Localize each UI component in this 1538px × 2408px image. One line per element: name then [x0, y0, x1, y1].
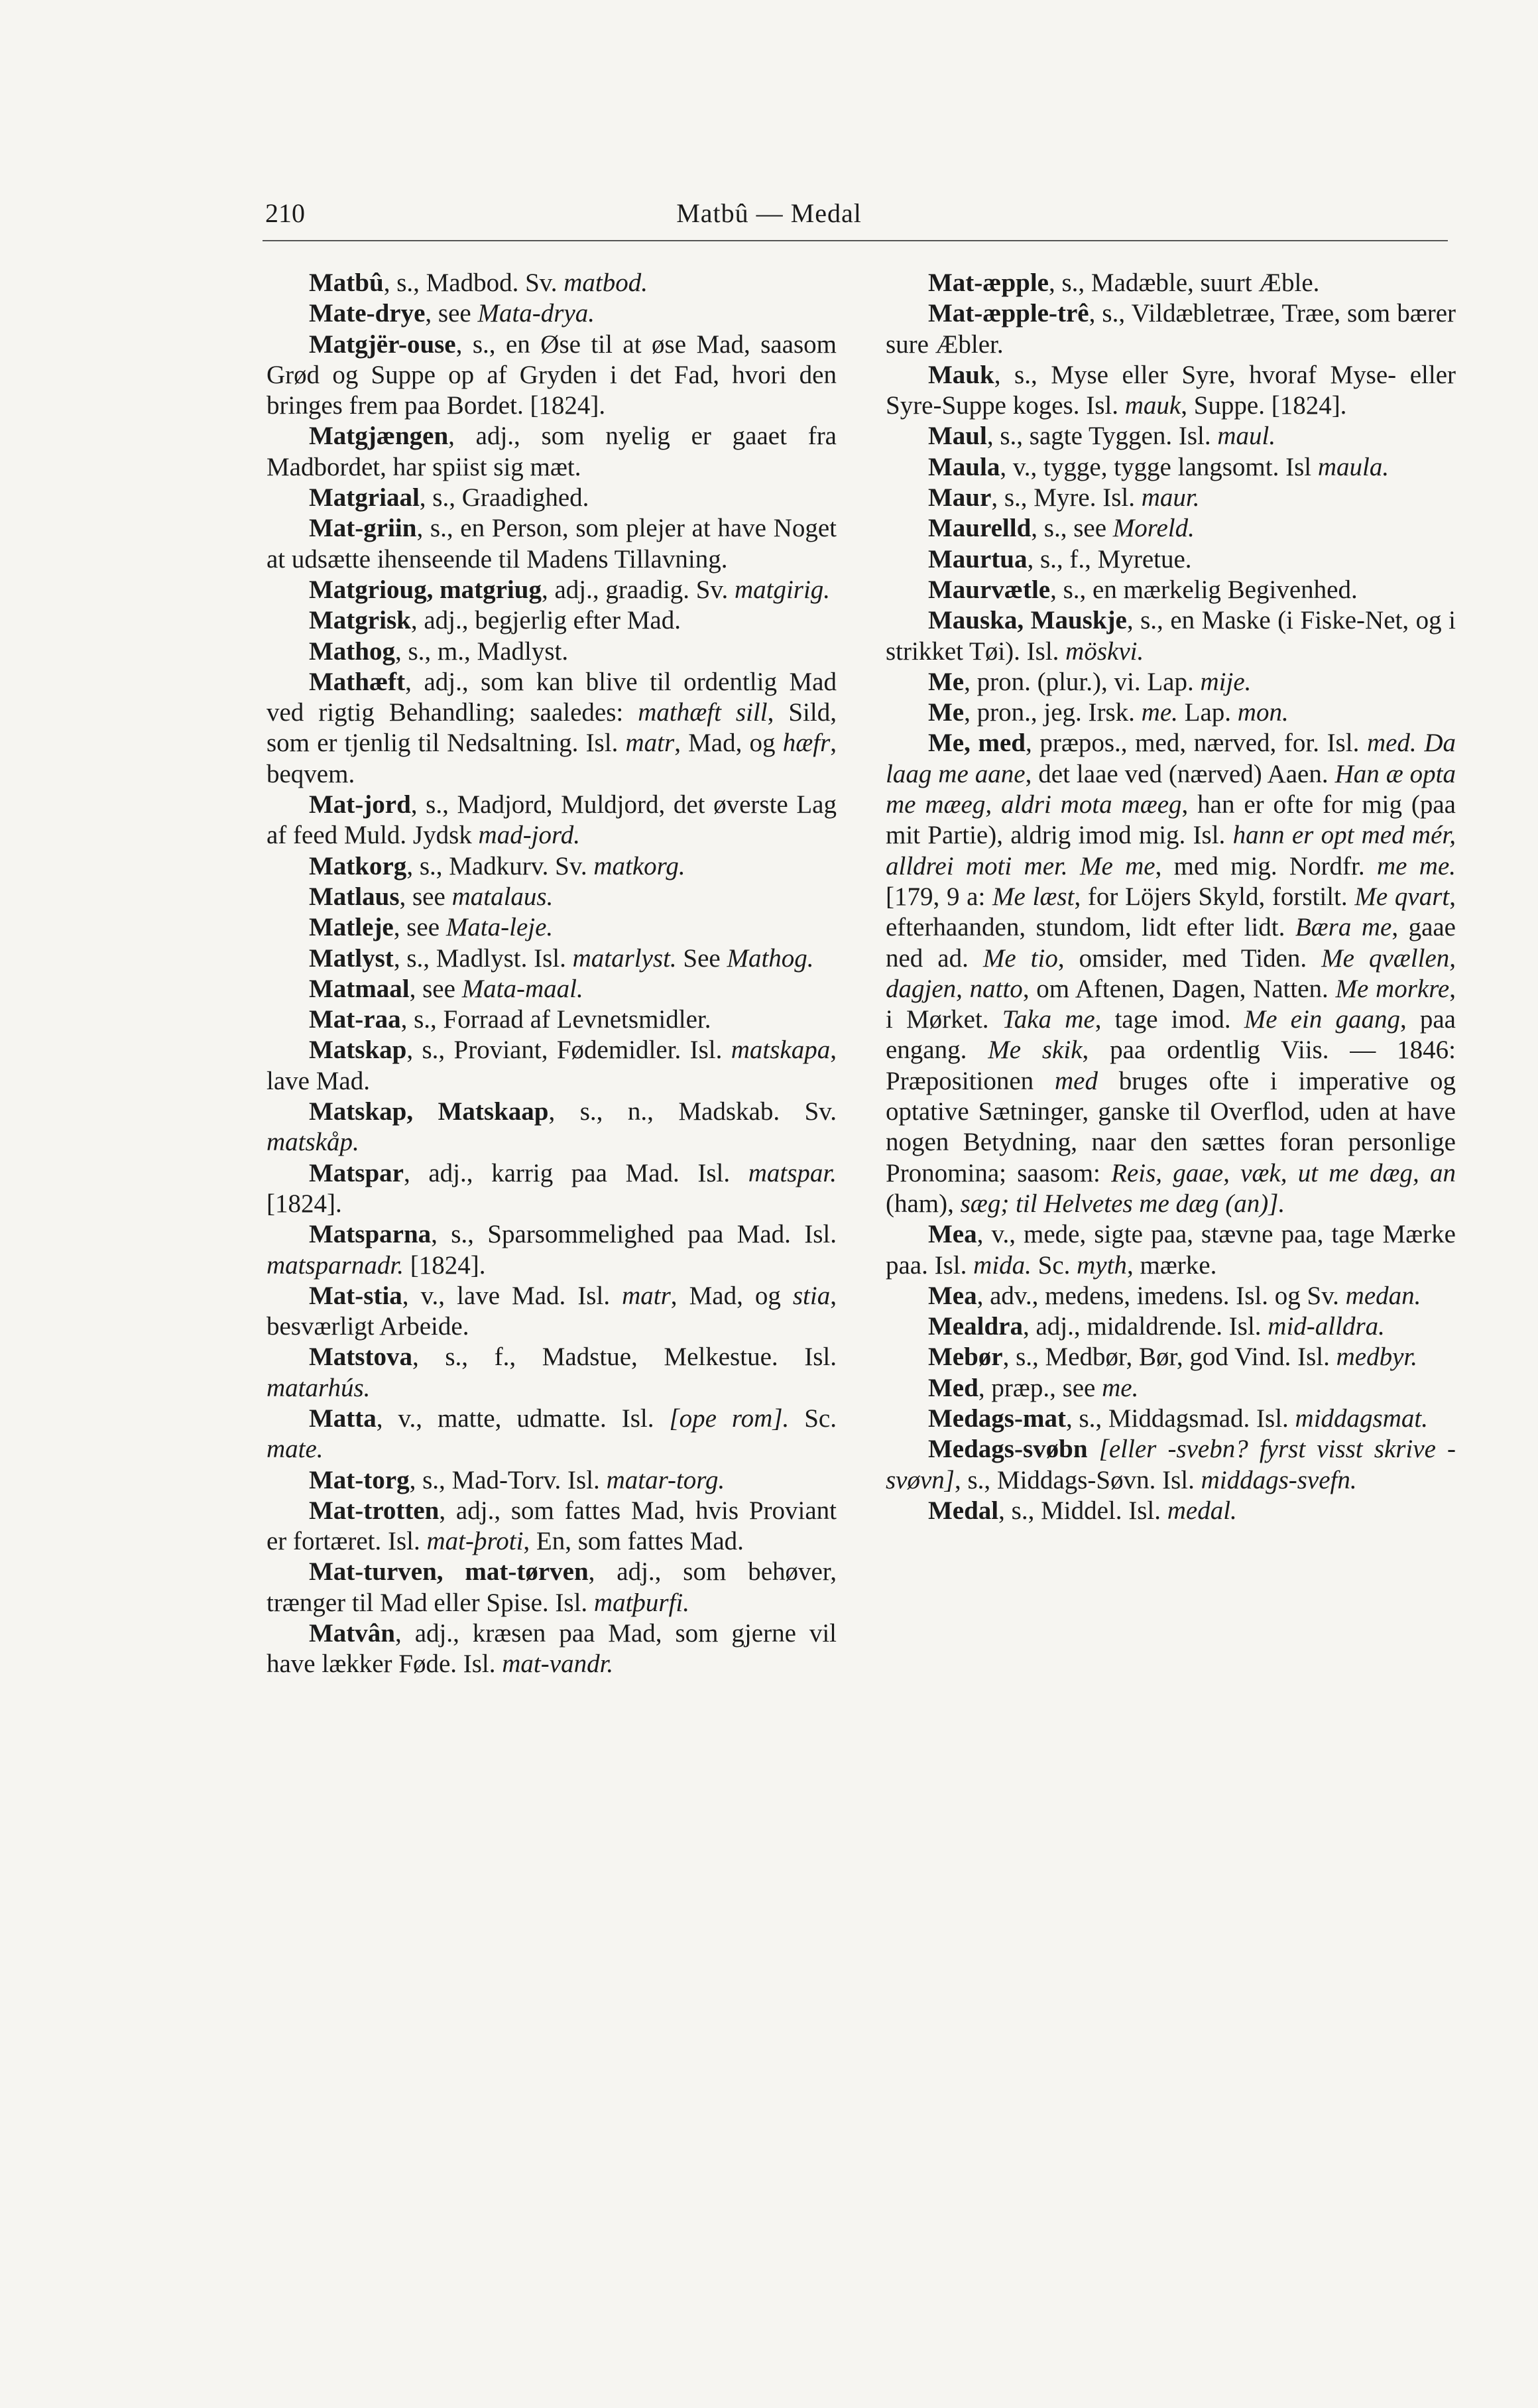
entry-text	[1068, 852, 1080, 880]
entry-italic-text: mid-alldra.	[1268, 1312, 1385, 1341]
entry-headword: Mathog	[309, 636, 395, 666]
entry-text: , s., Madjord, Muldjord, det øverste Lag af feed Muld. Jydsk	[266, 790, 837, 850]
entry-headword: Mat-jord	[309, 790, 411, 819]
entry-text: , adj., graadig. Sv.	[541, 575, 735, 604]
entry-text: , s., n., Madskab. Sv.	[548, 1097, 837, 1126]
entry-headword: Maurvætle	[928, 575, 1051, 604]
entry-headword: Mathæft	[309, 667, 406, 696]
page-number: 210	[265, 198, 305, 228]
entry-headword: Matgrioug, matgriug	[309, 575, 542, 604]
entry-text: , v., matte, udmatte. Isl.	[376, 1404, 670, 1433]
entry-text: , med mig. Nordfr.	[1155, 851, 1377, 880]
dictionary-entry	[886, 452, 1456, 483]
entry-italic-text: middagsmat.	[1295, 1404, 1428, 1433]
entry-italic-text: Me qvart	[1354, 882, 1450, 911]
entry-italic-text: Mata-maal.	[461, 974, 583, 1003]
entry-italic-text: möskvi.	[1065, 636, 1144, 666]
entry-text: , paa engang.	[886, 1005, 1456, 1065]
entry-italic-text: mauk	[1124, 391, 1181, 420]
entry-text: , s., Madbod. Sv.	[383, 269, 564, 297]
entry-text: , pron., jeg. Irsk.	[964, 698, 1142, 727]
dictionary-entry	[266, 912, 837, 943]
entry-italic-text: medal.	[1167, 1496, 1237, 1525]
entry-italic-text: Moreld.	[1112, 514, 1195, 543]
entry-text: , pron. (plur.), vi. Lap.	[964, 667, 1201, 696]
entry-headword: Matstova	[309, 1343, 412, 1372]
dictionary-entry	[266, 851, 837, 882]
dictionary-entry	[266, 1097, 837, 1158]
entry-text: , s., en Person, som plejer at have Noget at udsætte ihenseende til Madens Tillavning.	[266, 514, 837, 573]
entry-headword: Me	[928, 698, 965, 727]
entry-italic-text: mon.	[1237, 698, 1289, 727]
entry-headword: Maul	[928, 422, 987, 451]
entry-italic-text: matskapa	[731, 1036, 831, 1065]
entry-text: , adj., som behøver, trænger til Mad eller Spise. Isl.	[266, 1557, 837, 1617]
entry-text: Sc.	[789, 1404, 837, 1433]
dictionary-entry	[266, 790, 837, 851]
entry-italic-text: stia	[792, 1281, 831, 1310]
entry-headword: Medags-mat	[928, 1404, 1066, 1433]
entry-headword: Mat-æpple-trê	[928, 299, 1089, 328]
right-column	[886, 268, 1456, 1526]
entry-text: , s., Sparsommelighed paa Mad. Isl.	[431, 1220, 837, 1249]
entry-text: , v., lave Mad. Isl.	[402, 1281, 622, 1310]
entry-text: , i Mørket.	[886, 974, 1456, 1034]
entry-italic-text: myth	[1077, 1250, 1127, 1280]
entry-headword: Matsparna	[309, 1220, 432, 1249]
entry-text: , s., Madlyst. Isl.	[393, 943, 573, 973]
entry-text: Sc.	[1031, 1250, 1077, 1280]
entry-headword: Matleje	[309, 913, 394, 942]
entry-italic-text: Mathog.	[727, 943, 814, 973]
entry-headword: Maurtua	[928, 544, 1028, 573]
dictionary-entry	[266, 605, 837, 636]
entry-headword: Mat-torg	[309, 1465, 410, 1494]
entry-italic-text: Taka me	[1002, 1005, 1095, 1034]
entry-text: , adj., kræsen paa Mad, som gjerne vil have lækker Føde. Isl.	[266, 1619, 837, 1679]
entry-italic-text: Me skik	[988, 1036, 1083, 1065]
entry-italic-text: Mata-drya.	[477, 299, 595, 328]
entry-italic-text: Me læst	[992, 882, 1075, 911]
dictionary-entry	[886, 575, 1456, 605]
entry-text: , s., f., Madstue, Melkestue. Isl.	[412, 1343, 837, 1372]
entry-headword: Mate-drye	[309, 299, 426, 328]
dictionary-entry	[886, 544, 1456, 575]
entry-italic-text: med	[1054, 1066, 1098, 1095]
entry-text: , s., Forraad af Levnetsmidler.	[400, 1005, 711, 1034]
entry-text: , præp., see	[978, 1373, 1102, 1402]
entry-text: , Sild, som er tjenlig til Nedsaltning. Isl.	[266, 698, 837, 758]
dictionary-entry	[266, 1557, 837, 1618]
header-rule	[263, 240, 1448, 241]
dictionary-entry	[886, 1219, 1456, 1281]
entry-headword: Matspar	[309, 1158, 404, 1187]
entry-italic-text: matþurfi.	[593, 1588, 690, 1617]
entry-italic-text: Me ein gaang	[1244, 1005, 1400, 1034]
entry-text: , s., Middel. Isl.	[998, 1496, 1167, 1525]
entry-headword: Mauska, Mauskje	[928, 606, 1127, 635]
entry-italic-text: mate.	[266, 1435, 324, 1464]
entry-italic-text: maur.	[1141, 483, 1200, 512]
entry-italic-text: mat-vandr.	[502, 1650, 614, 1679]
entry-italic-text: matarlyst.	[572, 943, 677, 973]
dictionary-entry	[886, 298, 1456, 360]
entry-headword: Matlyst	[309, 943, 394, 973]
entry-italic-text: medbyr.	[1336, 1343, 1417, 1372]
entry-text: [1824].	[266, 1189, 342, 1218]
left-column	[266, 268, 837, 1680]
dictionary-entry	[886, 667, 1456, 697]
entry-italic-text: mad-jord.	[478, 821, 580, 850]
entry-text: , adj., som fattes Mad, hvis Proviant er fortæret. Isl.	[266, 1496, 837, 1556]
entry-text: , s., en Maske (i Fiske-Net, og i strikket Tøi). Isl.	[886, 606, 1456, 666]
entry-headword: Med	[928, 1373, 978, 1402]
entry-headword: Matgriaal	[309, 483, 420, 512]
dictionary-entry	[266, 483, 837, 513]
dictionary-entry	[886, 728, 1456, 1219]
dictionary-entry	[266, 1035, 837, 1097]
dictionary-entry	[266, 1158, 837, 1220]
entry-italic-text: middags-svefn.	[1201, 1465, 1357, 1494]
dictionary-entry	[886, 1373, 1456, 1404]
dictionary-entry	[886, 421, 1456, 452]
entry-headword: Mauk	[928, 360, 994, 389]
dictionary-entry	[266, 513, 837, 575]
dictionary-entry	[266, 1465, 837, 1496]
entry-italic-text: me me.	[1376, 851, 1456, 880]
entry-italic-text: sæg; til Helvetes me dæg (an)].	[960, 1189, 1285, 1218]
entry-text: , see	[399, 882, 452, 911]
dictionary-entry	[266, 1404, 837, 1465]
entry-italic-text: mida.	[973, 1250, 1032, 1280]
entry-text: , gaae ned ad.	[886, 913, 1456, 973]
entry-headword: Medags-svøbn	[928, 1435, 1088, 1464]
entry-text: , om Aftenen, Dagen, Natten.	[1022, 974, 1336, 1003]
entry-text: , Mad, og	[674, 729, 783, 758]
entry-text: , s., Myre. Isl.	[991, 483, 1142, 512]
entry-headword: Matskap	[309, 1036, 407, 1065]
dictionary-entry	[266, 330, 837, 422]
entry-headword: Mat-stia	[309, 1281, 402, 1310]
entry-italic-text: med.	[1366, 729, 1417, 758]
entry-text: , see	[425, 299, 478, 328]
dictionary-entry	[886, 268, 1456, 298]
entry-italic-text: hæfr	[782, 729, 831, 758]
entry-text: See	[676, 943, 727, 973]
entry-italic-text: me.	[1141, 698, 1178, 727]
entry-italic-text: matsparnadr.	[266, 1250, 404, 1280]
dictionary-entry	[266, 1281, 837, 1343]
entry-headword: Matgjër-ouse	[309, 330, 456, 359]
entry-headword: Maula	[928, 452, 1000, 481]
entry-italic-text: Me qvællen, dagjen, natto	[886, 943, 1456, 1003]
dictionary-entry	[886, 697, 1456, 728]
dictionary-entry	[266, 1496, 837, 1557]
entry-text: bruges ofte i imperative og optative Sætninger, ganske til Overflod, uden at have nogen Betydning, naar den sættes foran personlige Pronomina; saasom:	[886, 1066, 1456, 1187]
entry-headword: Mea	[928, 1220, 977, 1249]
dictionary-entry	[266, 421, 837, 483]
entry-italic-text: Han æ opta me mæeg, aldri mota mæeg	[886, 759, 1456, 819]
entry-text: , v., tygge, tygge langsomt. Isl	[1000, 452, 1318, 481]
entry-headword: Matskap, Matskaap	[309, 1097, 549, 1126]
dictionary-entry	[886, 1496, 1456, 1526]
entry-headword: Me	[928, 667, 965, 696]
entry-italic-text: Me me	[1079, 851, 1155, 880]
entry-italic-text: maul.	[1217, 422, 1276, 451]
dictionary-entry	[266, 943, 837, 974]
entry-headword: Matgjængen	[309, 422, 449, 451]
entry-headword: Mat-turven, mat-tørven	[309, 1557, 589, 1587]
entry-headword: Maur	[928, 483, 992, 512]
entry-headword: Mat-raa	[309, 1005, 401, 1034]
entry-italic-text: Me tio	[982, 943, 1058, 973]
dictionary-entry	[886, 1434, 1456, 1496]
entry-text: , s., f., Myretue.	[1027, 544, 1192, 573]
entry-headword: Matgrisk	[309, 606, 411, 635]
entry-text: , s., see	[1031, 514, 1113, 543]
dictionary-entry	[266, 882, 837, 912]
dictionary-entry	[266, 636, 837, 667]
entry-headword: Maurelld	[928, 514, 1032, 543]
entry-text: , paa ordentlig Viis. — 1846: Præpositionen	[886, 1036, 1456, 1095]
entry-text: , beqvem.	[266, 729, 837, 788]
entry-headword: Mea	[928, 1281, 977, 1310]
entry-text: , lave Mad.	[266, 1036, 837, 1095]
entry-italic-text: Bæra me	[1295, 913, 1392, 942]
entry-text: , s., Mad-Torv. Isl.	[409, 1465, 607, 1494]
entry-text: , besværligt Arbeide.	[266, 1281, 837, 1341]
entry-italic-text: me.	[1102, 1373, 1139, 1402]
entry-text: , s., Myse eller Syre, hvoraf Myse- eller Syre-Suppe koges. Isl.	[886, 360, 1456, 420]
entry-text: , han er ofte for mig (paa mit Partie), aldrig imod mig. Isl.	[886, 790, 1456, 850]
dictionary-entry	[266, 667, 837, 790]
entry-text: , s., en Øse til at øse Mad, saasom Grød og Suppe op af Gryden i det Fad, hvori den bringes frem paa Bordet. [1824].	[266, 330, 837, 420]
dictionary-entry	[266, 974, 837, 1004]
entry-headword: Matbû	[309, 269, 384, 297]
entry-headword: Matta	[309, 1404, 377, 1433]
entry-italic-text: matar-torg.	[606, 1465, 725, 1494]
entry-italic-text: [ope rom].	[669, 1404, 790, 1433]
entry-text: , tage imod.	[1094, 1005, 1244, 1034]
entry-text: , see	[393, 913, 446, 942]
entry-text: , omsider, med Tiden.	[1057, 943, 1322, 973]
entry-headword: Mat-æpple	[928, 269, 1049, 297]
entry-headword: Mat-griin	[309, 514, 417, 543]
running-title: Matbû — Medal	[676, 198, 862, 228]
dictionary-entry	[886, 1281, 1456, 1311]
entry-text: , Suppe. [1824].	[1181, 391, 1347, 420]
entry-italic-text: maula.	[1317, 452, 1390, 481]
entry-text: [1824].	[403, 1250, 486, 1280]
entry-italic-text: matskåp.	[266, 1128, 359, 1157]
entry-italic-text: hann er opt med mér, alldrei moti mer.	[886, 821, 1456, 880]
entry-text: , for Löjers Skyld, forstilt.	[1074, 882, 1355, 911]
entry-text: , s., Middagsmad. Isl.	[1065, 1404, 1295, 1433]
entry-text: , præpos., med, nærved, for. Isl.	[1025, 729, 1367, 758]
entry-text: [179, 9 a:	[886, 882, 993, 911]
entry-text: , s., Proviant, Fødemidler. Isl.	[406, 1036, 731, 1065]
entry-italic-text: matbod.	[563, 269, 648, 297]
dictionary-entry	[266, 268, 837, 298]
entry-italic-text: matarhús.	[266, 1373, 371, 1402]
entry-headword: Me, med	[928, 729, 1026, 758]
entry-text	[1088, 1435, 1099, 1463]
entry-headword: Mebør	[928, 1343, 1003, 1372]
entry-italic-text: medan.	[1345, 1281, 1421, 1310]
dictionary-entry	[886, 1311, 1456, 1342]
entry-italic-text: matr	[625, 729, 675, 758]
entry-text: , mærke.	[1126, 1250, 1217, 1280]
dictionary-entry	[266, 575, 837, 605]
dictionary-entry	[886, 513, 1456, 544]
dictionary-entry	[266, 1618, 837, 1680]
entry-headword: Matlaus	[309, 882, 400, 911]
entry-text: , adj., begjerlig efter Mad.	[410, 606, 681, 635]
entry-italic-text: matkorg.	[593, 851, 685, 880]
entry-text: , det laae ved (nærved) Aaen.	[1025, 759, 1335, 788]
entry-headword: Medal	[928, 1496, 999, 1525]
entry-italic-text: matspar.	[748, 1158, 837, 1187]
entry-italic-text: mije.	[1200, 667, 1252, 696]
entry-text: , adj., som kan blive til ordentlig Mad ved rigtig Behandling; saaledes:	[266, 667, 837, 727]
entry-text: , s., Medbør, Bør, god Vind. Isl.	[1002, 1343, 1336, 1372]
entry-italic-text: matr	[622, 1281, 671, 1310]
entry-italic-text: mathæft sill	[638, 698, 768, 727]
entry-text: , see	[409, 974, 462, 1003]
entry-headword: Matkorg	[309, 851, 407, 880]
dictionary-entry	[886, 360, 1456, 422]
entry-text: , v., mede, sigte paa, stævne paa, tage Mærke paa. Isl.	[886, 1220, 1456, 1280]
entry-italic-text: matalaus.	[451, 882, 554, 911]
entry-text: , Mad, og	[670, 1281, 793, 1310]
dictionary-entry	[886, 483, 1456, 513]
entry-text: , s., Vildæbletræe, Træe, som bærer sure Æbler.	[886, 299, 1456, 359]
entry-italic-text: Reis, gaae, væk, ut me dæg, an	[1111, 1158, 1456, 1187]
entry-text	[1417, 729, 1425, 757]
entry-italic-text: [eller -svebn? fyrst visst skrive -svøvn]	[886, 1435, 1456, 1494]
dictionary-entry	[886, 605, 1456, 667]
entry-text: , efterhaanden, stundom, lidt efter lidt.	[886, 882, 1456, 942]
entry-text: , adj., midaldrende. Isl.	[1022, 1312, 1268, 1341]
dictionary-entry	[886, 1404, 1456, 1434]
entry-text: , adv., medens, imedens. Isl. og Sv.	[976, 1281, 1346, 1310]
entry-headword: Matvân	[309, 1619, 395, 1648]
entry-italic-text: Da laag me aane	[886, 729, 1456, 788]
dictionary-entry	[266, 1004, 837, 1035]
entry-text: , s., Madkurv. Sv.	[406, 851, 594, 880]
entry-headword: Mealdra	[928, 1312, 1023, 1341]
entry-text: , s., sagte Tyggen. Isl.	[986, 422, 1218, 451]
entry-headword: Matmaal	[309, 974, 410, 1003]
entry-italic-text: Mata-leje.	[445, 913, 554, 942]
entry-italic-text: Me morkre	[1335, 974, 1450, 1003]
entry-text: , s., en mærkelig Begivenhed.	[1050, 575, 1358, 604]
entry-text: , En, som fattes Mad.	[523, 1527, 744, 1556]
entry-italic-text: mat-þroti	[426, 1527, 524, 1556]
entry-text: , adj., som nyelig er gaaet fra Madbordet, har spiist sig mæt.	[266, 422, 837, 481]
entry-text: (ham),	[886, 1189, 961, 1218]
dictionary-entry	[266, 1219, 837, 1281]
entry-text: , s., Graadighed.	[419, 483, 589, 512]
dictionary-entry	[266, 1342, 837, 1404]
entry-italic-text: matgirig.	[734, 575, 831, 604]
entry-headword: Mat-trotten	[309, 1496, 440, 1525]
entry-text: , s., Madæble, suurt Æble.	[1048, 269, 1320, 297]
entry-text: Lap.	[1177, 698, 1238, 727]
entry-text: , s., Middags-Søvn. Isl.	[954, 1465, 1201, 1494]
dictionary-entry	[266, 298, 837, 329]
dictionary-entry	[886, 1342, 1456, 1372]
entry-text: , adj., karrig paa Mad. Isl.	[403, 1158, 748, 1187]
entry-text: , s., m., Madlyst.	[395, 636, 569, 666]
